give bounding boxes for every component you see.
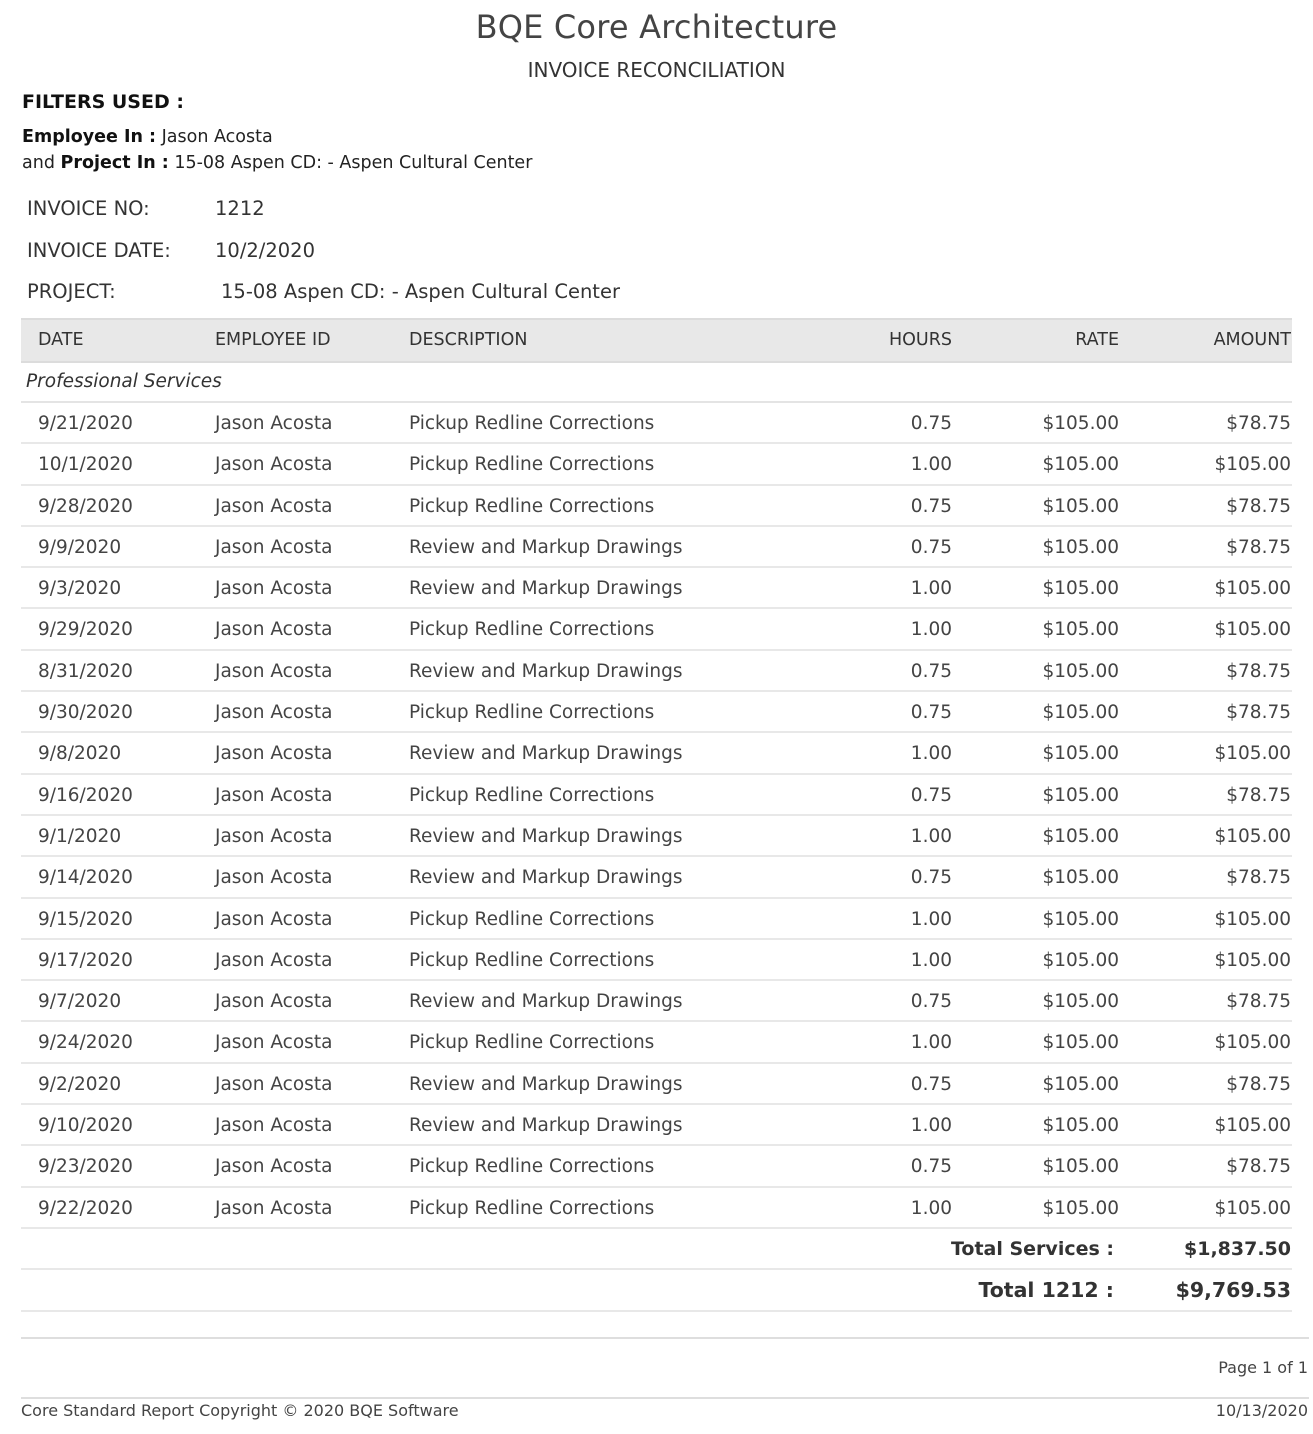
- row-amount: $105.00: [1214, 1197, 1291, 1219]
- row-employee: Jason Acosta: [215, 1032, 333, 1054]
- row-amount: $78.75: [1226, 1156, 1291, 1178]
- row-employee: Jason Acosta: [215, 908, 333, 930]
- row-date: 9/8/2020: [38, 743, 122, 765]
- column-header-employee: EMPLOYEE ID: [215, 330, 331, 350]
- invoice-total-row: [21, 1270, 1292, 1312]
- row-description: Review and Markup Drawings: [409, 536, 683, 558]
- table-row: [21, 692, 1292, 733]
- row-date: 9/3/2020: [38, 578, 122, 600]
- table-row: [21, 899, 1292, 940]
- row-rate: $105.00: [1042, 1032, 1119, 1054]
- row-hours: 0.75: [910, 1156, 952, 1178]
- filter-employee-value: Jason Acosta: [161, 127, 273, 147]
- row-rate: $105.00: [1042, 867, 1119, 889]
- row-amount: $105.00: [1214, 825, 1291, 847]
- row-rate: $105.00: [1042, 1197, 1119, 1219]
- row-rate: $105.00: [1042, 619, 1119, 641]
- row-rate: $105.00: [1042, 1156, 1119, 1178]
- filter-conjunction: and: [22, 153, 55, 173]
- table-row: [21, 1022, 1292, 1063]
- row-rate: $105.00: [1042, 1073, 1119, 1095]
- table-header: [21, 318, 1292, 363]
- row-employee: Jason Acosta: [215, 660, 333, 682]
- row-rate: $105.00: [1042, 702, 1119, 724]
- row-hours: 0.75: [910, 702, 952, 724]
- table-row: [21, 651, 1292, 692]
- filter-employee-label: Employee In :: [22, 127, 157, 147]
- table-row: [21, 1064, 1292, 1105]
- filters-heading: FILTERS USED :: [22, 91, 184, 113]
- column-header-hours: HOURS: [888, 330, 952, 350]
- row-date: 9/16/2020: [38, 784, 133, 806]
- row-amount: $78.75: [1226, 413, 1291, 434]
- filter-project-value: 15-08 Aspen CD: - Aspen Cultural Center: [174, 153, 533, 173]
- copyright-notice: Core Standard Report Copyright © 2020 BQE Software: [21, 1401, 459, 1420]
- table-row: [21, 609, 1292, 650]
- row-description: Pickup Redline Corrections: [409, 784, 655, 806]
- page-number: Page 1 of 1: [1218, 1358, 1308, 1377]
- row-employee: Jason Acosta: [215, 949, 333, 971]
- filter-project-label: Project In :: [60, 153, 169, 173]
- row-employee: Jason Acosta: [215, 743, 333, 765]
- column-header-date: DATE: [38, 330, 84, 350]
- invoice-total-value: $9,769.53: [1175, 1278, 1291, 1303]
- row-date: 8/31/2020: [38, 660, 133, 682]
- row-description: Pickup Redline Corrections: [409, 1156, 655, 1178]
- row-date: 9/9/2020: [38, 536, 122, 558]
- total-services-value: $1,837.50: [1184, 1237, 1291, 1260]
- table-row: [21, 816, 1292, 857]
- row-employee: Jason Acosta: [215, 1115, 333, 1137]
- row-date: 9/2/2020: [38, 1073, 122, 1095]
- row-amount: $78.75: [1226, 495, 1291, 517]
- row-rate: $105.00: [1042, 660, 1119, 682]
- print-date: 10/13/2020: [1215, 1401, 1308, 1420]
- table-row: [21, 1146, 1292, 1187]
- row-amount: $105.00: [1214, 1115, 1291, 1137]
- row-hours: 0.75: [910, 536, 952, 558]
- row-hours: 1.00: [910, 1197, 952, 1219]
- section-label: Professional Services: [21, 363, 1292, 403]
- table-row: [21, 733, 1292, 774]
- row-amount: $105.00: [1214, 1032, 1291, 1054]
- row-date: 9/28/2020: [38, 495, 133, 517]
- row-description: Review and Markup Drawings: [409, 867, 683, 889]
- row-hours: 0.75: [910, 867, 952, 889]
- invoice-date-label: INVOICE DATE:: [27, 239, 171, 262]
- total-services-row: [21, 1229, 1292, 1271]
- row-employee: Jason Acosta: [215, 867, 333, 889]
- row-hours: 1.00: [910, 1115, 952, 1137]
- row-date: 9/15/2020: [38, 908, 133, 930]
- row-description: Review and Markup Drawings: [409, 578, 683, 600]
- invoice-total-label: Total 1212 :: [978, 1278, 1114, 1303]
- row-hours: 0.75: [910, 991, 952, 1013]
- row-hours: 1.00: [910, 454, 952, 476]
- row-employee: Jason Acosta: [215, 702, 333, 724]
- row-amount: $105.00: [1214, 578, 1291, 600]
- row-date: 9/1/2020: [38, 825, 122, 847]
- table-row: [21, 568, 1292, 609]
- row-amount: $78.75: [1226, 784, 1291, 806]
- row-rate: $105.00: [1042, 825, 1119, 847]
- table-row: [21, 444, 1292, 485]
- column-header-description: DESCRIPTION: [409, 330, 528, 350]
- row-description: Pickup Redline Corrections: [409, 1197, 655, 1219]
- row-rate: $105.00: [1042, 784, 1119, 806]
- column-header-amount: AMOUNT: [1213, 330, 1291, 350]
- total-services-label: Total Services :: [950, 1237, 1114, 1260]
- table-row: [21, 857, 1292, 898]
- table-row: [21, 403, 1292, 444]
- row-hours: 0.75: [910, 1073, 952, 1095]
- company-name: BQE Core Architecture: [475, 8, 838, 46]
- filter-project: [22, 153, 532, 173]
- row-rate: $105.00: [1042, 578, 1119, 600]
- row-employee: Jason Acosta: [215, 619, 333, 641]
- invoice-project-label: PROJECT:: [27, 280, 116, 303]
- row-hours: 0.75: [910, 413, 952, 434]
- invoice-project: 15-08 Aspen CD: - Aspen Cultural Center: [221, 280, 620, 303]
- row-employee: Jason Acosta: [215, 991, 333, 1013]
- row-employee: Jason Acosta: [215, 454, 333, 476]
- row-hours: 0.75: [910, 784, 952, 806]
- row-employee: Jason Acosta: [215, 784, 333, 806]
- row-amount: $105.00: [1214, 908, 1291, 930]
- row-amount: $78.75: [1226, 991, 1291, 1013]
- row-date: 9/17/2020: [38, 949, 133, 971]
- row-employee: Jason Acosta: [215, 495, 333, 517]
- row-hours: 1.00: [910, 949, 952, 971]
- row-description: Pickup Redline Corrections: [409, 619, 655, 641]
- row-description: Review and Markup Drawings: [409, 743, 683, 765]
- row-rate: $105.00: [1042, 743, 1119, 765]
- row-description: Pickup Redline Corrections: [409, 413, 655, 434]
- row-amount: $78.75: [1226, 867, 1291, 889]
- row-description: Review and Markup Drawings: [409, 1073, 683, 1095]
- row-employee: Jason Acosta: [215, 578, 333, 600]
- row-hours: 1.00: [910, 619, 952, 641]
- row-date: 9/23/2020: [38, 1156, 133, 1178]
- row-rate: $105.00: [1042, 991, 1119, 1013]
- row-employee: Jason Acosta: [215, 536, 333, 558]
- row-amount: $105.00: [1214, 619, 1291, 641]
- row-date: 9/24/2020: [38, 1032, 133, 1054]
- row-rate: $105.00: [1042, 1115, 1119, 1137]
- row-date: 9/22/2020: [38, 1197, 133, 1219]
- row-date: 9/30/2020: [38, 702, 133, 724]
- row-description: Pickup Redline Corrections: [409, 908, 655, 930]
- invoice-table: [21, 318, 1292, 1312]
- row-rate: $105.00: [1042, 495, 1119, 517]
- row-description: Pickup Redline Corrections: [409, 949, 655, 971]
- row-description: Review and Markup Drawings: [409, 1115, 683, 1137]
- invoice-number-label: INVOICE NO:: [27, 197, 150, 220]
- report-title: INVOICE RECONCILIATION: [527, 58, 786, 82]
- table-row: [21, 527, 1292, 568]
- table-row: [21, 940, 1292, 981]
- row-hours: 1.00: [910, 743, 952, 765]
- row-amount: $105.00: [1214, 743, 1291, 765]
- row-employee: Jason Acosta: [215, 825, 333, 847]
- row-hours: 1.00: [910, 1032, 952, 1054]
- row-hours: 0.75: [910, 495, 952, 517]
- row-description: Review and Markup Drawings: [409, 991, 683, 1013]
- footer-divider: [21, 1397, 1309, 1399]
- table-row: [21, 775, 1292, 816]
- row-date: 9/29/2020: [38, 619, 133, 641]
- row-employee: Jason Acosta: [215, 413, 333, 434]
- table-row: [21, 981, 1292, 1022]
- row-amount: $105.00: [1214, 454, 1291, 476]
- row-date: 10/1/2020: [38, 454, 133, 476]
- row-rate: $105.00: [1042, 413, 1119, 434]
- row-date: 9/14/2020: [38, 867, 133, 889]
- row-description: Review and Markup Drawings: [409, 825, 683, 847]
- column-header-rate: RATE: [1075, 330, 1119, 350]
- row-employee: Jason Acosta: [215, 1197, 333, 1219]
- row-rate: $105.00: [1042, 908, 1119, 930]
- row-amount: $105.00: [1214, 949, 1291, 971]
- row-date: 9/21/2020: [38, 413, 133, 434]
- table-row: [21, 1188, 1292, 1229]
- table-row: [21, 1105, 1292, 1146]
- row-amount: $78.75: [1226, 702, 1291, 724]
- row-amount: $78.75: [1226, 536, 1291, 558]
- row-rate: $105.00: [1042, 454, 1119, 476]
- row-employee: Jason Acosta: [215, 1156, 333, 1178]
- row-description: Pickup Redline Corrections: [409, 1032, 655, 1054]
- table-row: [21, 486, 1292, 527]
- row-rate: $105.00: [1042, 536, 1119, 558]
- invoice-date: 10/2/2020: [215, 239, 315, 262]
- row-hours: 0.75: [910, 660, 952, 682]
- row-hours: 1.00: [910, 825, 952, 847]
- row-hours: 1.00: [910, 578, 952, 600]
- row-employee: Jason Acosta: [215, 1073, 333, 1095]
- row-rate: $105.00: [1042, 949, 1119, 971]
- row-amount: $78.75: [1226, 1073, 1291, 1095]
- row-description: Pickup Redline Corrections: [409, 454, 655, 476]
- row-description: Review and Markup Drawings: [409, 660, 683, 682]
- row-hours: 1.00: [910, 908, 952, 930]
- row-amount: $78.75: [1226, 660, 1291, 682]
- row-date: 9/10/2020: [38, 1115, 133, 1137]
- footer-divider: [21, 1337, 1309, 1339]
- row-date: 9/7/2020: [38, 991, 122, 1013]
- invoice-number: 1212: [215, 197, 265, 220]
- row-description: Pickup Redline Corrections: [409, 495, 655, 517]
- filter-employee: [22, 127, 273, 147]
- row-description: Pickup Redline Corrections: [409, 702, 655, 724]
